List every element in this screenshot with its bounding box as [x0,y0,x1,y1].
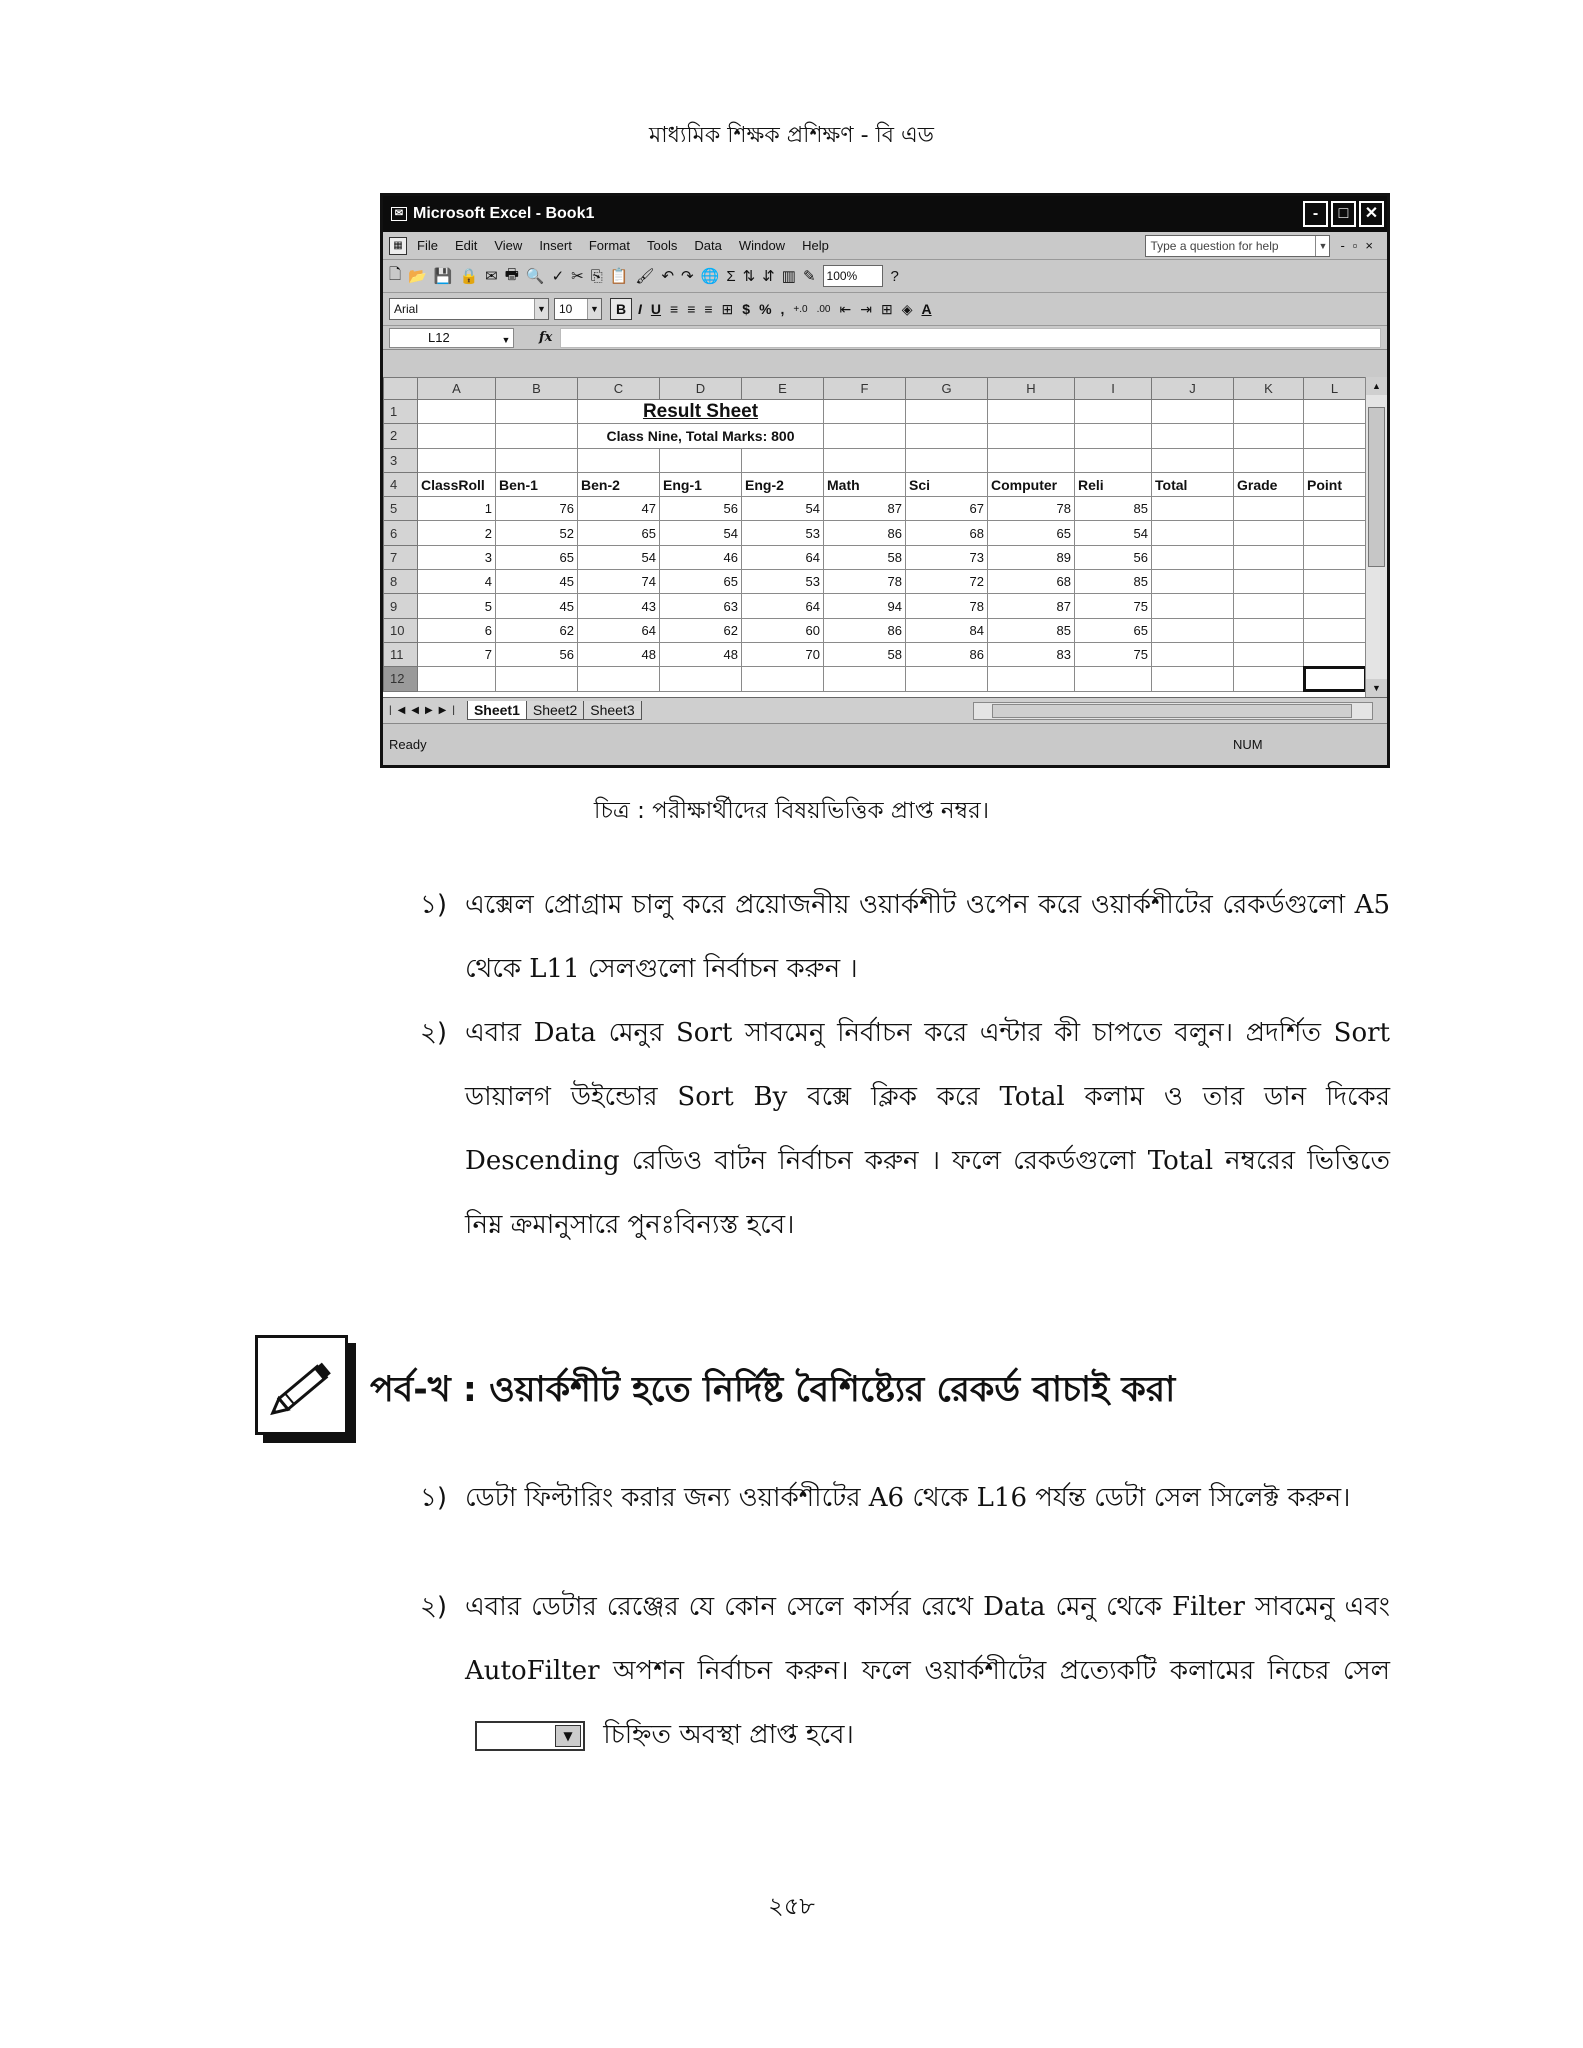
cell[interactable] [1234,642,1304,666]
cell[interactable] [1304,570,1366,594]
cell[interactable] [1234,545,1304,569]
fx-icon[interactable]: fx [539,330,553,345]
cell[interactable]: 63 [660,594,742,618]
excel-window [380,193,1390,768]
cell[interactable]: 48 [578,642,660,666]
window-title: Microsoft Excel - Book1 [413,205,595,222]
cell[interactable] [496,667,578,691]
spelling-icon[interactable]: ✓ [551,268,565,285]
menu-insert[interactable]: Insert [539,238,572,253]
column-header[interactable]: C [578,378,660,400]
hyperlink-icon[interactable]: 🌐 [700,268,720,285]
menu-data[interactable]: Data [694,238,722,253]
cell[interactable]: 64 [742,594,824,618]
cell[interactable]: 86 [906,642,988,666]
cell[interactable] [496,424,578,448]
autosum-icon[interactable]: Σ [726,267,736,285]
cell[interactable] [1304,642,1366,666]
cell[interactable] [988,448,1075,472]
close-button[interactable]: ✕ [1359,201,1384,227]
cell[interactable]: 65 [660,570,742,594]
header-cell[interactable]: Sci [906,472,988,496]
page-number: ২৫৮ [768,1892,815,1920]
cell[interactable]: 68 [906,521,988,545]
row-header[interactable]: 12 [384,667,418,691]
column-header[interactable]: J [1152,378,1234,400]
cell[interactable]: 78 [988,497,1075,521]
minimize-button[interactable]: - [1303,201,1328,227]
row-header[interactable]: 6 [384,521,418,545]
cell[interactable] [906,448,988,472]
new-icon[interactable]: 🗋 [389,265,402,283]
name-box-value: L12 [428,329,450,345]
cell[interactable]: 52 [496,521,578,545]
cell[interactable]: 45 [496,594,578,618]
header-row [384,472,1366,496]
cell[interactable] [496,448,578,472]
cell[interactable] [1075,424,1152,448]
chevron-down-icon[interactable]: ▼ [534,299,548,319]
column-header[interactable]: E [742,378,824,400]
excel-app-icon: ✉ [391,207,407,221]
cell[interactable] [1152,448,1234,472]
row-header[interactable]: 10 [384,618,418,642]
tab-navigation-icons[interactable]: |◀◀▶▶| [389,705,461,716]
figure-caption: চিত্র : পরীক্ষার্থীদের বিষয়ভিত্তিক প্রাপ্ত নম্বর। [593,798,990,824]
menu-window[interactable]: Window [738,238,786,253]
column-header[interactable]: D [660,378,742,400]
cell[interactable] [1075,667,1152,691]
paste-icon[interactable]: 📋 [609,268,629,285]
cell[interactable] [1152,400,1234,424]
cell[interactable] [418,424,496,448]
maximize-button[interactable]: □ [1331,201,1356,227]
menu-bar [383,232,1387,260]
item-text: এক্সেল প্রোগ্রাম চালু করে প্রয়োজনীয় ওয়ার্কশীট ওপেন করে ওয়ার্কশীটের রেকর্ডগুলো A5 থেকে L11 সেলগুলো নির্বাচন করুন । [465,890,1390,984]
cell[interactable] [1234,424,1304,448]
sheet-title-cell[interactable]: Result Sheet [578,400,824,424]
cell[interactable]: 58 [824,545,906,569]
menu-file[interactable]: File [417,238,438,253]
active-cell-L12[interactable] [1304,667,1366,691]
cell[interactable] [1152,570,1234,594]
table-row [384,400,1366,424]
row-header[interactable]: 1 [384,400,418,424]
cell[interactable]: 87 [988,594,1075,618]
column-header[interactable]: A [418,378,496,400]
row-header[interactable]: 11 [384,642,418,666]
select-all-corner[interactable] [384,378,418,400]
cell[interactable]: 56 [1075,545,1152,569]
cell[interactable] [1304,594,1366,618]
ask-question-placeholder: Type a question for help [1150,238,1279,253]
cell[interactable]: 1 [418,497,496,521]
cell[interactable] [1234,667,1304,691]
borders-icon[interactable]: ⊞ [880,300,893,317]
sort-descending-icon[interactable]: ⇵ [762,268,775,285]
cell[interactable]: 73 [906,545,988,569]
open-icon[interactable]: 📂 [408,268,427,285]
cell[interactable] [906,424,988,448]
column-header[interactable]: K [1234,378,1304,400]
header-cell[interactable]: Total [1152,472,1234,496]
cell[interactable] [660,667,742,691]
email-icon[interactable]: ✉ [485,268,498,285]
tab-sheet3[interactable]: Sheet3 [583,701,641,720]
print-icon[interactable]: 🖶 [504,265,519,283]
header-cell[interactable]: Computer [988,472,1075,496]
row-header[interactable]: 5 [384,497,418,521]
workbook-icon[interactable]: ▦ [389,237,407,255]
column-header[interactable]: H [988,378,1075,400]
cell[interactable]: 86 [824,618,906,642]
menu-help[interactable]: Help [802,238,829,253]
cell[interactable]: 62 [496,618,578,642]
cell[interactable]: 2 [418,521,496,545]
cell[interactable] [418,448,496,472]
table-row [384,570,1366,594]
header-cell[interactable]: Grade [1234,472,1304,496]
chevron-down-icon[interactable]: ▼ [587,299,601,319]
cell[interactable] [1304,400,1366,424]
cell[interactable] [1304,448,1366,472]
cell[interactable]: 64 [578,618,660,642]
print-preview-icon[interactable]: 🔍 [525,268,545,285]
item-number: ২) [420,1592,448,1622]
header-cell[interactable]: Ben-2 [578,472,660,496]
redo-icon[interactable]: ↷ [681,268,694,285]
header-cell[interactable]: Eng-1 [660,472,742,496]
cell[interactable] [1152,424,1234,448]
font-name-value: Arial [394,302,419,316]
cell[interactable] [742,667,824,691]
cell[interactable]: 78 [824,570,906,594]
cell[interactable]: 75 [1075,642,1152,666]
title-bar [383,196,1387,232]
item-number: ১) [420,890,448,920]
cell[interactable] [824,400,906,424]
cell[interactable]: 56 [496,642,578,666]
item-text-main: এবার ডেটার রেঞ্জের যে কোন সেলে কার্সর রেখে Data মেনু থেকে Filter সাবমেনু এবং AutoFilter অপশন নির্বাচন করুন। ফলে ওয়ার্কশীটের প্রত্যেকটি কলামের নিচের সেল [465,1592,1390,1686]
header-cell[interactable]: ClassRoll [418,472,496,496]
autofilter-dropdown-sample [475,1721,585,1751]
cell[interactable] [742,448,824,472]
font-size-value: 10 [559,302,573,316]
cell[interactable] [1234,521,1304,545]
cell[interactable] [824,667,906,691]
header-cell[interactable]: Point [1304,472,1366,496]
cell[interactable] [418,400,496,424]
cell[interactable]: 74 [578,570,660,594]
column-header[interactable]: B [496,378,578,400]
table-row [384,424,1366,448]
cell[interactable]: 75 [1075,594,1152,618]
list-item [420,1575,1390,1767]
cell[interactable] [578,667,660,691]
cell[interactable]: 56 [660,497,742,521]
menu-edit[interactable]: Edit [454,238,478,253]
name-box[interactable] [389,328,514,348]
item-text: এবার Data মেনুর Sort সাবমেনু নির্বাচন করে এন্টার কী চাপতে বলুন। প্রদর্শিত Sort ডায়ালগ উইন্ডোর Sort By বক্সে ক্লিক করে Total কলাম ও তার ডান দিকের Descending রেডিও বাটন নির্বাচন করুন । ফলে রেকর্ডগুলো Total নম্বরের ভিত্তিতে নিম্ন ক্রমানুসারে পুনঃবিন্যস্ত হবে। [465,1018,1390,1240]
comma-icon[interactable]: , [780,301,785,317]
cell[interactable] [1234,448,1304,472]
tab-sheet1[interactable]: Sheet1 [467,701,527,720]
page-header: মাধ্যমিক শিক্ষক প্রশিক্ষণ - বি এড [649,123,934,148]
menu-view[interactable]: View [494,238,523,253]
cell[interactable]: 68 [988,570,1075,594]
cell[interactable]: 64 [742,545,824,569]
sheet-tab-bar [383,697,1387,723]
item-text [465,1575,1390,1767]
row-header[interactable]: 7 [384,545,418,569]
formatting-toolbar [383,293,1387,326]
pencil-icon-box [255,1335,348,1435]
table-row [384,618,1366,642]
header-cell[interactable]: Ben-1 [496,472,578,496]
cell[interactable]: 6 [418,618,496,642]
decrease-decimal-icon[interactable]: .00 [816,303,831,315]
item-number: ১) [420,1483,448,1513]
row-header[interactable]: 4 [384,472,418,496]
header-cell[interactable]: Reli [1075,472,1152,496]
scroll-up-icon[interactable]: ▲ [1366,377,1387,395]
fill-color-icon[interactable]: ◈ [901,300,913,317]
cell[interactable] [824,448,906,472]
chevron-down-icon[interactable]: ▼ [501,334,511,345]
underline-icon[interactable]: U [650,301,662,317]
row-header[interactable]: 8 [384,570,418,594]
cell[interactable] [988,424,1075,448]
cell[interactable]: 76 [496,497,578,521]
cell[interactable]: 86 [824,521,906,545]
formula-bar [383,326,1387,350]
cell[interactable]: 53 [742,521,824,545]
list-item [420,1477,1390,1519]
column-header[interactable]: L [1304,378,1366,400]
cell[interactable]: 46 [660,545,742,569]
item-number: ২) [420,1018,448,1048]
cell[interactable]: 4 [418,570,496,594]
cell[interactable]: 53 [742,570,824,594]
cell[interactable]: 43 [578,594,660,618]
ask-question-input[interactable] [1145,235,1330,257]
standard-toolbar [383,260,1387,293]
cell[interactable] [988,400,1075,424]
cell[interactable]: 54 [1075,521,1152,545]
cell[interactable] [824,424,906,448]
cell[interactable] [418,667,496,691]
increase-indent-icon[interactable]: ⇥ [860,300,872,317]
drawing-icon[interactable]: ✎ [802,268,816,285]
cell[interactable]: 54 [742,497,824,521]
hscroll-thumb[interactable] [992,704,1352,718]
formula-input[interactable] [560,328,1381,348]
cell[interactable]: 89 [988,545,1075,569]
align-left-icon[interactable]: ≡ [670,301,679,317]
zoom-select[interactable]: 100% [823,265,883,287]
sheet-subtitle-cell[interactable]: Class Nine, Total Marks: 800 [578,424,824,448]
font-name-select[interactable] [389,298,549,320]
cell[interactable] [1152,642,1234,666]
scroll-down-icon[interactable]: ▼ [1366,679,1387,697]
cell[interactable]: 67 [906,497,988,521]
cell[interactable] [1304,424,1366,448]
table-row [384,448,1366,472]
bold-button[interactable]: B [610,298,632,320]
row-header[interactable]: 9 [384,594,418,618]
cell[interactable] [1234,400,1304,424]
align-center-icon[interactable]: ≡ [687,301,696,317]
tab-sheet2[interactable]: Sheet2 [526,701,584,720]
status-text: Ready [389,737,427,752]
merge-center-icon[interactable]: ⊞ [721,300,734,317]
cell[interactable]: 78 [906,594,988,618]
cell[interactable]: 85 [1075,497,1152,521]
copy-icon[interactable]: ⎘ [590,267,603,285]
column-header[interactable]: G [906,378,988,400]
save-icon[interactable]: 💾 [433,268,453,285]
cell[interactable]: 60 [742,618,824,642]
cell[interactable]: 3 [418,545,496,569]
cell[interactable] [1234,570,1304,594]
cell[interactable] [1152,618,1234,642]
undo-icon[interactable]: ↶ [661,268,675,285]
chevron-down-icon: ▼ [555,1725,581,1747]
table-row [384,667,1366,691]
chart-wizard-icon[interactable]: ▥ [781,268,796,285]
menu-tools[interactable]: Tools [647,238,678,253]
worksheet-table [383,377,1366,692]
cell[interactable] [906,400,988,424]
table-row [384,594,1366,618]
cell[interactable]: 48 [660,642,742,666]
pencil-icon [258,1338,351,1438]
cell[interactable]: 85 [988,618,1075,642]
column-header[interactable]: I [1075,378,1152,400]
cell[interactable]: 58 [824,642,906,666]
cell[interactable]: 62 [660,618,742,642]
sort-ascending-icon[interactable]: ⇅ [742,268,756,285]
cell[interactable] [1304,545,1366,569]
column-header[interactable]: F [824,378,906,400]
font-color-icon[interactable]: A [921,301,932,317]
cell[interactable] [1075,448,1152,472]
cell[interactable]: 84 [906,618,988,642]
vertical-scrollbar[interactable] [1365,377,1387,697]
cell[interactable]: 85 [1075,570,1152,594]
cell[interactable]: 47 [578,497,660,521]
cell[interactable] [1152,594,1234,618]
cell[interactable]: 65 [578,521,660,545]
cell[interactable] [1075,400,1152,424]
cell[interactable] [1234,594,1304,618]
row-header[interactable]: 3 [384,448,418,472]
cell[interactable] [1234,497,1304,521]
scroll-thumb[interactable] [1368,407,1385,567]
cell[interactable] [1234,618,1304,642]
cell[interactable] [578,448,660,472]
cell[interactable]: 72 [906,570,988,594]
cell[interactable]: 94 [824,594,906,618]
table-row [384,497,1366,521]
percent-icon[interactable]: % [759,301,772,317]
list-item [420,1001,1390,1257]
num-lock-indicator: NUM [1233,737,1263,752]
worksheet-grid [383,377,1387,697]
header-cell[interactable]: Math [824,472,906,496]
cell[interactable] [906,667,988,691]
cell[interactable]: 83 [988,642,1075,666]
cell[interactable] [1304,497,1366,521]
header-cell[interactable]: Eng-2 [742,472,824,496]
cell[interactable]: 7 [418,642,496,666]
permission-icon[interactable]: 🔒 [459,268,479,285]
table-row [384,545,1366,569]
chevron-down-icon[interactable]: ▼ [1315,236,1329,256]
cell[interactable] [1304,521,1366,545]
cell[interactable]: 45 [496,570,578,594]
currency-icon[interactable]: $ [742,301,751,317]
section-title: পর্ব-খ : ওয়ার্কশীট হতে নির্দিষ্ট বৈশিষ্ট্যের রেকর্ড বাচাই করা [370,1370,1176,1410]
cell[interactable] [1304,618,1366,642]
list-item [420,873,1390,1001]
cut-icon[interactable]: ✂ [571,268,584,285]
cell[interactable]: 54 [660,521,742,545]
font-size-select[interactable] [554,298,602,320]
horizontal-scrollbar[interactable] [973,702,1373,720]
cell[interactable] [988,667,1075,691]
italic-icon[interactable]: I [638,301,642,317]
cell[interactable]: 65 [1075,618,1152,642]
cell[interactable]: 5 [418,594,496,618]
table-row [384,642,1366,666]
cell[interactable] [1152,545,1234,569]
cell[interactable] [660,448,742,472]
menu-format[interactable]: Format [588,238,630,253]
increase-decimal-icon[interactable]: +.0 [793,303,808,315]
table-row [384,521,1366,545]
status-bar [383,723,1387,765]
help-icon[interactable]: ? [890,267,899,285]
decrease-indent-icon[interactable]: ⇤ [839,300,852,317]
cell[interactable]: 65 [496,545,578,569]
column-header-row [384,378,1366,400]
row-header[interactable]: 2 [384,424,418,448]
cell[interactable] [1152,497,1234,521]
cell[interactable]: 65 [988,521,1075,545]
align-right-icon[interactable]: ≡ [704,301,713,317]
cell[interactable] [1152,521,1234,545]
cell[interactable] [1152,667,1234,691]
cell[interactable]: 70 [742,642,824,666]
item-text: ডেটা ফিল্টারিং করার জন্য ওয়ার্কশীটের A6 থেকে L16 পর্যন্ত ডেটা সেল সিলেক্ট করুন। [465,1483,1351,1513]
item-text-end: চিহ্নিত অবস্থা প্রাপ্ত হবে। [603,1720,854,1750]
format-painter-icon[interactable]: 🖌 [635,268,655,285]
cell[interactable] [496,400,578,424]
cell[interactable]: 87 [824,497,906,521]
document-window-controls[interactable]: -▫× [1340,238,1381,253]
cell[interactable]: 54 [578,545,660,569]
